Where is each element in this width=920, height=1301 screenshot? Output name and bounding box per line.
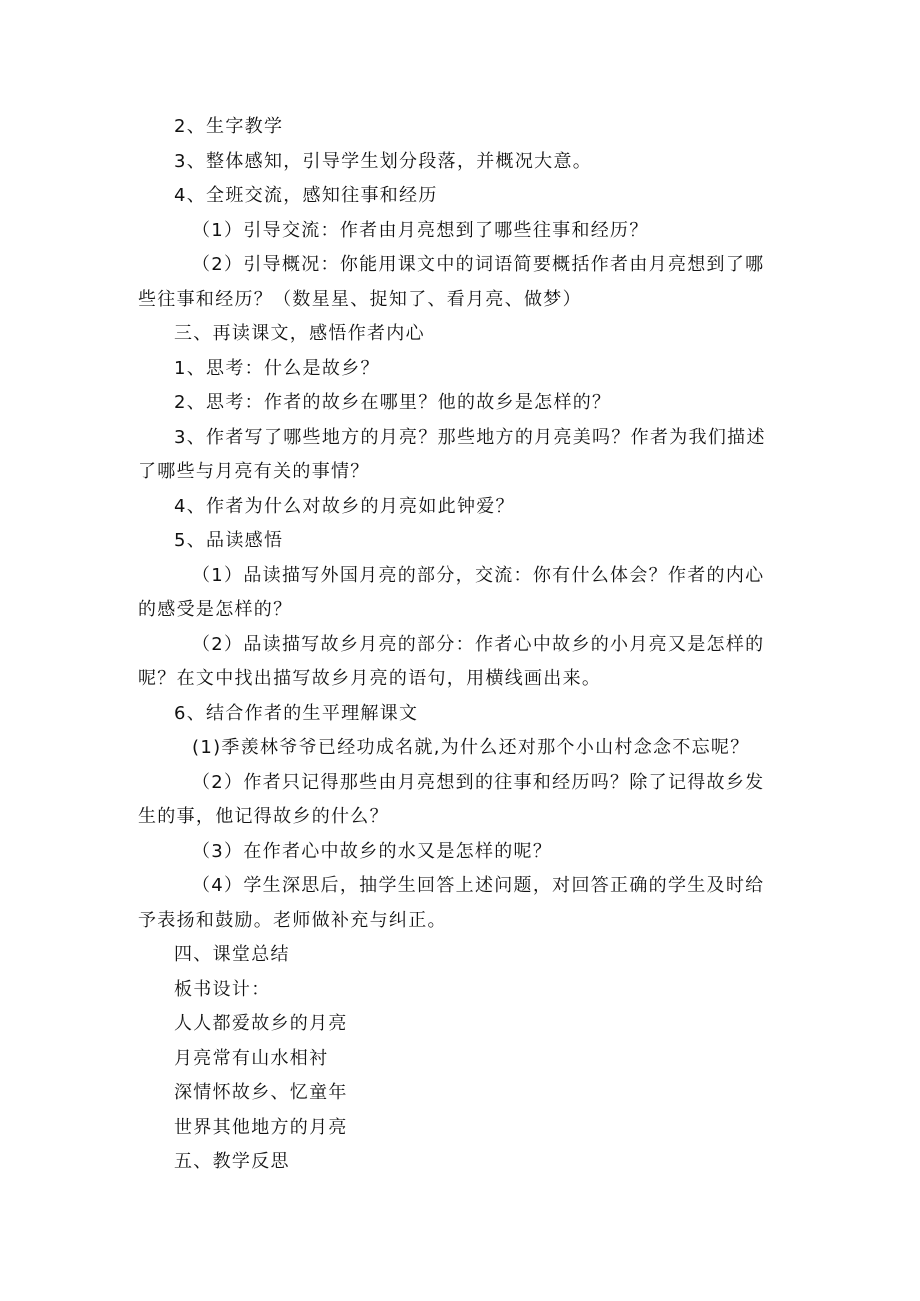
board-design-label: 板书设计： [174, 978, 271, 1000]
paragraph-question-memories: （2）作者只记得那些由月亮想到的往事和经历吗？除了记得故乡发生的事，他记得故乡的什么？ [138, 771, 765, 827]
paragraph-hometown-moon: （2）品读描写故乡月亮的部分：作者心中故乡的小月亮又是怎样的呢？在文中找出描写故乡月亮的语句，用横线画出来。 [138, 633, 765, 689]
section-heading-summary: 四、课堂总结 [174, 944, 290, 965]
paragraph-think-author-hometown: 2、思考：作者的故乡在哪里？他的故乡是怎样的？ [174, 392, 612, 413]
document-body [138, 110, 783, 1180]
paragraph-class-exchange: 4、全班交流，感知往事和经历 [174, 185, 438, 206]
paragraph-guide-summary: （2）引导概况：你能用课文中的词语简要概括作者由月亮想到了哪些往事和经历？（数星星、捉知了、看月亮、做梦） [138, 254, 765, 310]
paragraph-foreign-moon: （1）品读描写外国月亮的部分，交流：你有什么体会？作者的内心的感受是怎样的？ [138, 564, 765, 620]
section-heading-reread: 三、再读课文，感悟作者内心 [174, 323, 425, 344]
section-heading-reflection: 五、教学反思 [174, 1151, 290, 1172]
paragraph-think-hometown: 1、思考：什么是故乡？ [174, 357, 380, 379]
paragraph-guide-exchange: （1）引导交流：作者由月亮想到了哪些往事和经历？ [192, 219, 649, 241]
board-line-2: 月亮常有山水相衬 [174, 1047, 329, 1069]
paragraph-why-love-moon: 4、作者为什么对故乡的月亮如此钟爱？ [174, 495, 515, 517]
board-line-4: 世界其他地方的月亮 [174, 1116, 348, 1138]
board-line-1: 人人都爱故乡的月亮 [174, 1013, 348, 1034]
paragraph-moons-described: 3、作者写了哪些地方的月亮？那些地方的月亮美吗？作者为我们描述了哪些与月亮有关的事情？ [138, 426, 766, 482]
paragraph-question-village: (1)季羡林爷爷已经功成名就,为什么还对那个小山村念念不忘呢？ [192, 737, 750, 758]
paragraph-vocabulary-teaching: 2、生字教学 [174, 116, 284, 137]
paragraph-read-and-feel: 5、品读感悟 [174, 530, 284, 551]
paragraph-student-answers: （4）学生深思后，抽学生回答上述问题，对回答正确的学生及时给予表扬和鼓励。老师做补充与纠正。 [138, 875, 765, 931]
board-line-3: 深情怀故乡、忆童年 [174, 1082, 348, 1103]
paragraph-question-water: （3）在作者心中故乡的水又是怎样的呢？ [192, 840, 553, 862]
paragraph-overall-perception: 3、整体感知，引导学生划分段落，并概况大意。 [174, 150, 593, 172]
paragraph-author-life: 6、结合作者的生平理解课文 [174, 702, 419, 724]
